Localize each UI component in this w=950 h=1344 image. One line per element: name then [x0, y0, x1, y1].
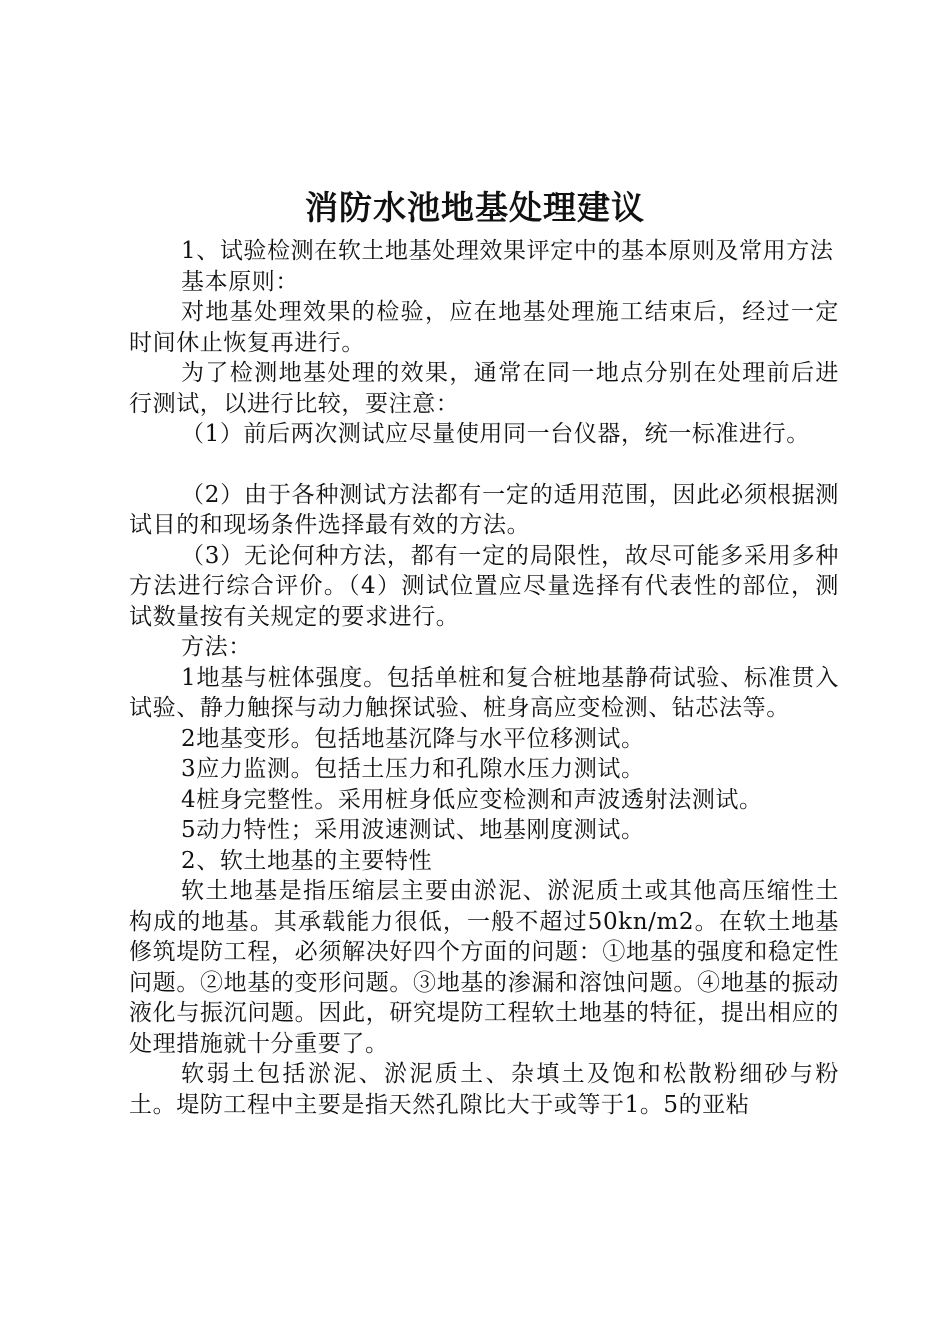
paragraph-methods-label: 方法：	[181, 634, 252, 660]
paragraph-note-1: （1）前后两次测试应尽量使用同一台仪器，统一标准进行。	[181, 421, 810, 447]
paragraph-method-4: 4桩身完整性。采用桩身低应变检测和声波透射法测试。	[181, 786, 763, 813]
paragraph-inspection-timing: 对地基处理效果的检验，应在地基处理施工结束后，经过一定时间休止恢复再进行。	[129, 299, 839, 356]
paragraph-method-1: 1地基与桩体强度。包括单桩和复合桩地基静荷试验、标准贯入试验、静力触探与动力触探试验、桩身高应变检测、钻芯法等。	[129, 664, 839, 721]
paragraph-before-after-testing: 为了检测地基处理的效果，通常在同一地点分别在处理前后进行测试，以进行比较，要注意：	[129, 360, 839, 417]
paragraph-method-3: 3应力监测。包括土压力和孔隙水压力测试。	[181, 756, 645, 782]
paragraph-method-2: 2地基变形。包括地基沉降与水平位移测试。	[181, 725, 645, 752]
paragraph-basic-principles-label: 基本原则：	[181, 268, 299, 295]
paragraph-note-2: （2）由于各种测试方法都有一定的适用范围，因此必须根据测试目的和现场条件选择最有效的方法。	[129, 481, 839, 538]
paragraph-note-3-4: （3）无论何种方法，都有一定的局限性，故尽可能多采用多种方法进行综合评价。（4）测试位置应尽量选择有代表性的部位，测试数量按有关规定的要求进行。	[129, 542, 839, 630]
paragraph-section-1-heading: 1、试验检测在软土地基处理效果评定中的基本原则及常用方法	[181, 238, 834, 264]
paragraph-section-2-heading: 2、软土地基的主要特性	[181, 847, 433, 874]
document-body	[129, 236, 839, 1120]
document-title: 消防水池地基处理建议	[305, 188, 645, 227]
paragraph-method-5: 5动力特性；采用波速测试、地基刚度测试。	[181, 817, 645, 843]
paragraph-weak-soil-types: 软弱土包括淤泥、淤泥质土、杂填土及饱和松散粉细砂与粉土。堤防工程中主要是指天然孔隙比大于或等于1。5的亚粘	[129, 1061, 839, 1118]
paragraph-soft-soil-definition: 软土地基是指压缩层主要由淤泥、淤泥质土或其他高压缩性土构成的地基。其承载能力很低，一般不超过50kn/m2。在软土地基修筑堤防工程，必须解决好四个方面的问题：①地基的强度和稳定性问题。②地基的变形问题。③地基的渗漏和溶蚀问题。④地基的振动液化与振沉问题。因此，研究堤防工程软土地基的特征，提出相应的处理措施就十分重要了。	[129, 878, 839, 1057]
